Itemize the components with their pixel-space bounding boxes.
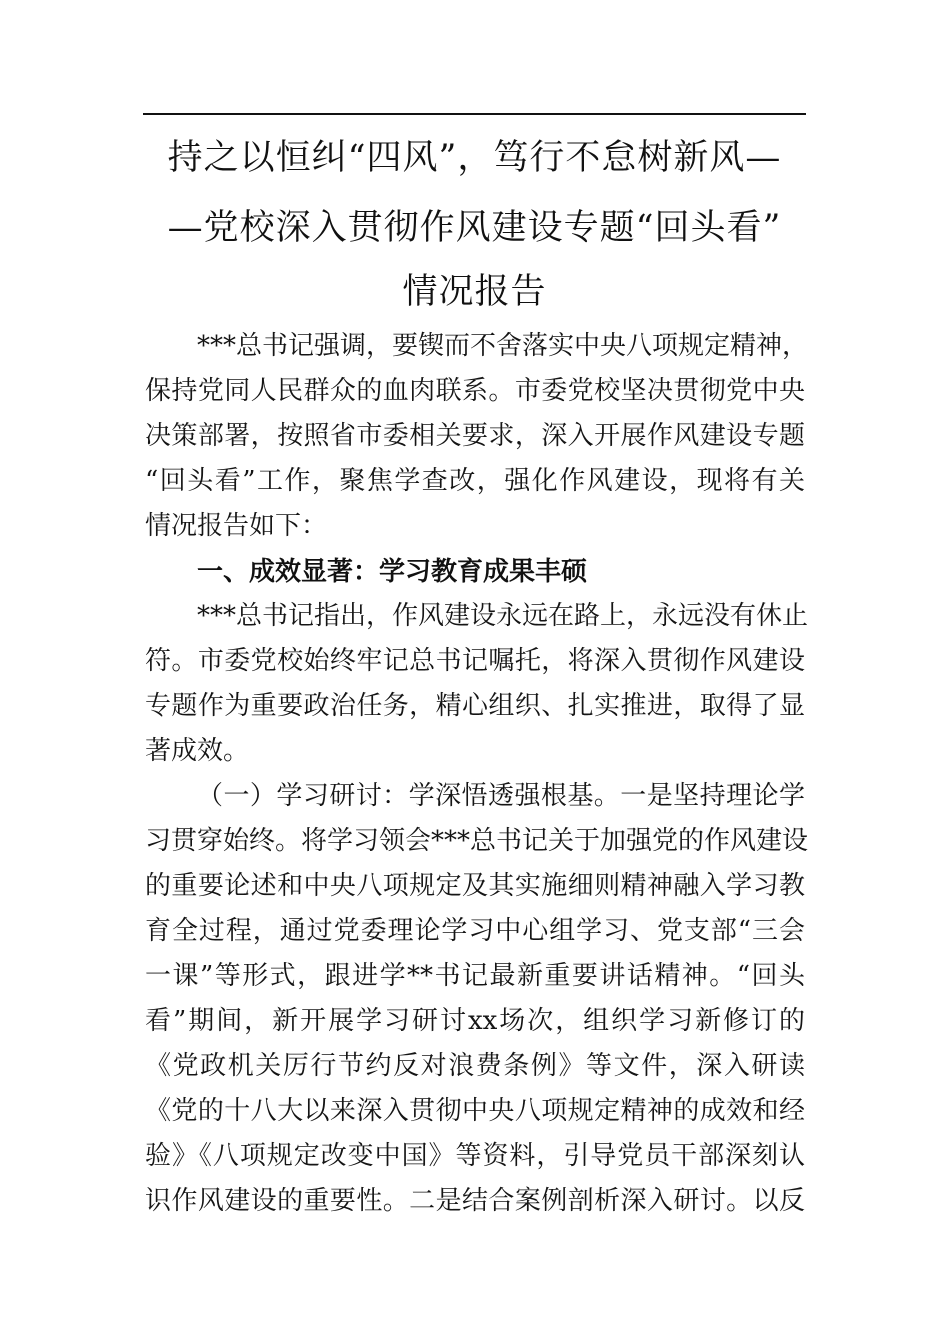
section1-para1-line-2: 符。市委党校始终牢记总书记嘱托，将深入贯彻作风建设: [145, 646, 805, 676]
subsection1-line-9: 验》《八项规定改变中国》等资料，引导党员干部深刻认: [145, 1141, 805, 1171]
section1-para1-line-3: 专题作为重要政治任务，精心组织、扎实推进，取得了显: [145, 691, 805, 721]
intro-line-5: 情况报告如下：: [145, 511, 328, 541]
section-heading-1: 一、成效显著：学习教育成果丰硕: [197, 557, 588, 587]
subsection1-line-7: 《党政机关厉行节约反对浪费条例》等文件，深入研读: [145, 1051, 805, 1081]
subsection1-line-2: 习贯穿始终。将学习领会***总书记关于加强党的作风建设: [145, 826, 809, 856]
title-line-2: —党校深入贯彻作风建设专题“回头看”: [167, 208, 782, 248]
subsection1-line-4: 育全过程，通过党委理论学习中心组学习、党支部“三会: [145, 916, 805, 946]
intro-line-2: 保持党同人民群众的血肉联系。市委党校坚决贯彻党中央: [145, 376, 805, 406]
subsection1-line-1: （一）学习研讨：学深悟透强根基。一是坚持理论学: [197, 781, 805, 811]
title-line-3: 情况报告: [402, 272, 547, 312]
intro-line-1: ***总书记强调，要锲而不舍落实中央八项规定精神，: [197, 331, 809, 361]
subsection1-line-5: 一课”等形式，跟进学**书记最新重要讲话精神。“回头: [145, 961, 805, 991]
subsection1-line-10: 识作风建设的重要性。二是结合案例剖析深入研讨。以反: [145, 1186, 805, 1216]
title-line-1: 持之以恒纠“四风”，笃行不怠树新风—: [167, 138, 782, 178]
section1-para1-line-1: ***总书记指出，作风建设永远在路上，永远没有休止: [197, 601, 809, 631]
intro-line-4: “回头看”工作，聚焦学查改，强化作风建设，现将有关: [145, 466, 805, 496]
section1-para1-line-4: 著成效。: [145, 736, 250, 766]
title-top-rule: [143, 113, 806, 115]
subsection1-line-8: 《党的十八大以来深入贯彻中央八项规定精神的成效和经: [145, 1096, 805, 1126]
subsection1-line-6: 看”期间，新开展学习研讨xx场次，组织学习新修订的: [145, 1006, 805, 1036]
intro-line-3: 决策部署，按照省市委相关要求，深入开展作风建设专题: [145, 421, 805, 451]
subsection1-line-3: 的重要论述和中央八项规定及其实施细则精神融入学习教: [145, 871, 805, 901]
